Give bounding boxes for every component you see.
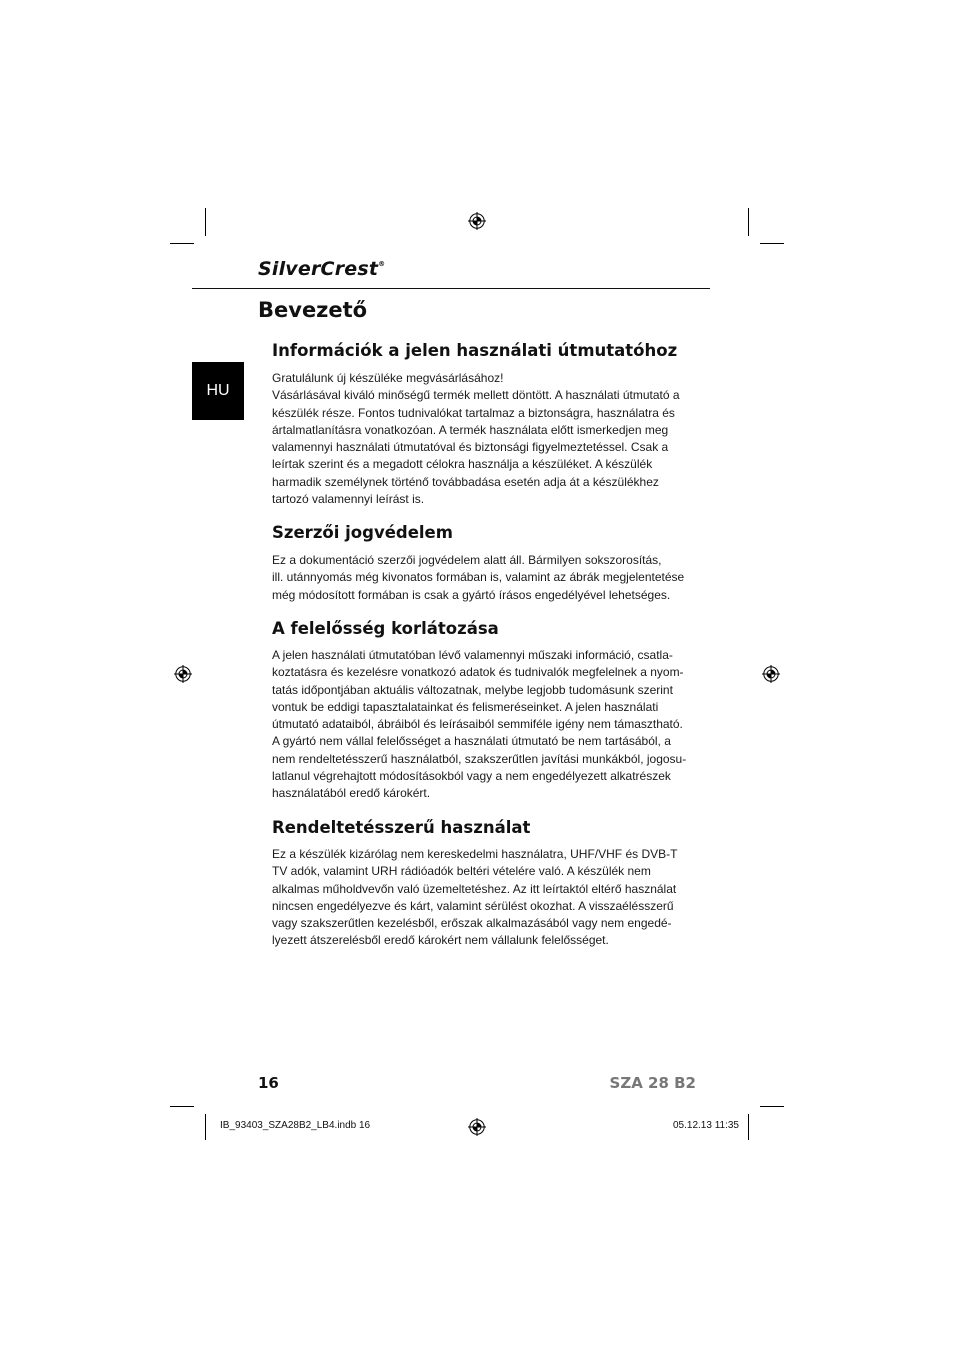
text-line: nem rendeltetésszerű használatból, szakszerűtlen javítási munkákból, jogosu- <box>272 751 687 766</box>
text-line: alkalmas műholdvevőn való üzemeltetéshez. Az itt leírtaktól eltérő használat <box>272 881 677 896</box>
text-line: valamennyi használati útmutatóval és biztonsági figyelmeztetéssel. Csak a <box>272 440 669 455</box>
crop-mark-bottom-right-vertical <box>748 1114 749 1140</box>
text-line: latlanul végrehajtott módosításokból vagy a nem engedélyezett alkatrészek <box>272 769 671 784</box>
crop-mark-top-right-vertical <box>748 208 749 236</box>
language-tab: HU <box>192 362 244 420</box>
section-heading-liability: A felelősség korlátozása <box>272 619 499 638</box>
crop-mark-bottom-left-horizontal <box>170 1106 194 1107</box>
brand-name: SilverCrest <box>258 258 379 280</box>
crop-mark-top-left-horizontal <box>170 243 194 244</box>
text-line: harmadik személynek történő továbbadása esetén adja át a készülékhez <box>272 474 659 489</box>
section-body-copyright <box>272 552 700 604</box>
text-line: ártalmatlanításra vonatkozóan. A termék használata előtt ismerkedjen meg <box>272 422 669 437</box>
brand-logo <box>258 258 385 280</box>
registration-target-icon <box>468 1118 486 1136</box>
text-line: Ez a készülék kizárólag nem kereskedelmi használatra, UHF/VHF és DVB-T <box>272 847 678 861</box>
crop-mark-top-right-horizontal <box>760 243 784 244</box>
text-line: tatás időpontjában aktuális változatnak, melybe legjobb tudomásunk szerint <box>272 682 673 697</box>
section-body-liability <box>272 647 700 803</box>
text-line: leírtak szerint és a megadott célokra használja a készüléket. A készülék <box>272 457 653 472</box>
text-line: A jelen használati útmutatóban lévő valamennyi műszaki információ, csatla- <box>272 648 673 662</box>
text-line: vontuk be eddigi tapasztalatainkat és felismeréseinket. A jelen használati <box>272 699 659 714</box>
page-number: 16 <box>258 1074 279 1092</box>
registration-target-icon <box>174 665 192 683</box>
crop-mark-bottom-right-horizontal <box>760 1106 784 1107</box>
text-line: Vásárlásával kiváló minőségű termék mellett döntött. A használati útmutató a <box>272 388 680 403</box>
section-heading-intended-use: Rendeltetésszerű használat <box>272 818 531 837</box>
section-heading-info: Információk a jelen használati útmutatóhoz <box>272 341 678 360</box>
slug-date-time: 05.12.13 11:35 <box>673 1120 739 1131</box>
model-number: SZA 28 B2 <box>609 1074 696 1092</box>
registration-target-icon <box>762 665 780 683</box>
chapter-title: Bevezető <box>258 298 368 322</box>
text-line: tartozó valamennyi leírást is. <box>272 492 425 507</box>
text-line: útmutató adataiból, ábráiból és leírásaiból semmiféle igény nem támasztható. <box>272 717 683 732</box>
text-line: nincsen engedélyezve és kárt, valamint sérülést okozhat. A visszaélésszerű <box>272 898 674 913</box>
crop-mark-top-left-vertical <box>205 208 206 236</box>
text-line: A gyártó nem vállal felelősséget a használati útmutató be nem tartásából, a <box>272 734 671 749</box>
header-rule <box>192 288 710 289</box>
section-heading-copyright: Szerzői jogvédelem <box>272 523 453 542</box>
registration-target-icon <box>468 212 486 230</box>
slug-file-info: IB_93403_SZA28B2_LB4.indb 16 <box>220 1120 371 1131</box>
text-line: lyezett átszerelésből eredő károkért nem vállalunk felelősséget. <box>272 933 609 948</box>
brand-registered-mark: ® <box>378 260 386 268</box>
text-line: Ez a dokumentáció szerzői jogvédelem alatt áll. Bármilyen sokszorosítás, <box>272 553 662 567</box>
section-body-info <box>272 370 700 508</box>
text-line: Gratulálunk új készüléke megvásárlásához! <box>272 371 504 385</box>
text-line: használatából eredő károkért. <box>272 786 431 801</box>
text-line: TV adók, valamint URH rádióadók beltéri vételére való. A készülék nem <box>272 864 651 879</box>
section-body-intended-use <box>272 846 700 950</box>
text-line: vagy szakszerűtlen kezelésből, erőszak alkalmazásából vagy nem engedé- <box>272 916 672 931</box>
text-line: ill. utánnyomás még kivonatos formában is, valamint az ábrák megjelentetése <box>272 570 685 585</box>
crop-mark-bottom-left-vertical <box>205 1114 206 1140</box>
text-line: koztatásra és kezelésre vonatkozó adatok és tudnivalók megfelelnek a nyom- <box>272 665 684 680</box>
text-line: készülék része. Fontos tudnivalókat tartalmaz a biztonságra, használatra és <box>272 405 675 420</box>
text-line: még módosított formában is csak a gyártó írásos engedélyével lehetséges. <box>272 587 671 602</box>
